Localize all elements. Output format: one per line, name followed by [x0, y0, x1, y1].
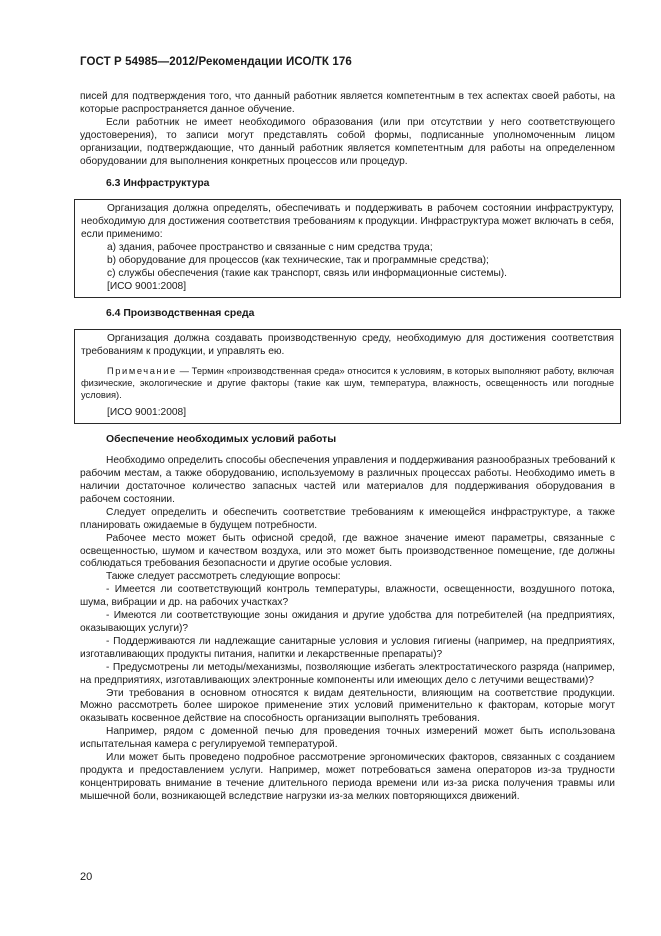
section-heading-6-4: 6.4 Производственная среда	[106, 307, 255, 319]
list-item: a) здания, рабочее пространство и связанные с ним средства труда;	[107, 242, 433, 254]
paragraph: писей для подтверждения того, что данный работник является компетентным в тех аспектах своей работы, на которые распространяется данное обучение.	[80, 91, 615, 115]
iso-quote-box-6-3	[74, 199, 621, 297]
quote-text: Организация должна определять, обеспечивать и поддерживать в рабочем состоянии инфраструктуру, необходимую для достижения соответствия требованиям к продукции. Инфраструктура может включать в себя, если применимо:	[81, 203, 614, 241]
paragraph: Также следует рассмотреть следующие вопросы:	[106, 571, 341, 583]
note	[81, 365, 614, 401]
paragraph: Например, рядом с доменной печью для проведения точных измерений может быть использована испытательная камера с регулируемой температурой.	[80, 726, 615, 751]
question-item: - Предусмотрены ли методы/механизмы, позволяющие избегать электростатического разряда (например, на предприятиях, изготавливающих электронные компоненты или имеющих дело с летучими веществами)?	[80, 661, 615, 686]
note-text: — Термин «производственная среда» относится к условиям, в которых выполняют работу, включая физические, экологические и другие факторы (такие как шум, температура, влажность, освещенность или погодные условия).	[81, 366, 614, 401]
running-header: ГОСТ Р 54985—2012/Рекомендации ИСО/ТК 176	[80, 56, 352, 68]
iso-reference: [ИСО 9001:2008]	[107, 280, 187, 292]
subsection-heading: Обеспечение необходимых условий работы	[106, 434, 337, 446]
list-item: b) оборудование для процессов (как технические, так и программные средства);	[107, 254, 489, 266]
page-number: 20	[80, 871, 93, 883]
page-content	[80, 91, 615, 804]
quote-text: Организация должна создавать производственную среду, необходимую для достижения соответствия требованиям к продукции, и управлять ею.	[81, 332, 614, 357]
paragraph: Если работник не имеет необходимого образования (или при отсутствии у него соответствующего удостоверения), то записи могут представлять собой формы, подписанные уполномоченным лицом организации, подтверждающие, что данный работник является компетентным для работы на определенном оборудовании для выполнения конкретных процессов или процедур.	[80, 116, 615, 167]
paragraph: Следует определить и обеспечить соответствие требованиям к имеющейся инфраструктуре, а также планировать ожидаемые в будущем потребности.	[80, 506, 615, 531]
list-item: c) службы обеспечения (такие как транспорт, связь или информационные системы).	[107, 267, 508, 279]
note-label: Примечание	[107, 366, 177, 377]
paragraph: Необходимо определить способы обеспечения управления и поддерживания разнообразных требований к рабочим местам, а также оборудованию, используемому в различных процессах работы. Необходимо иметь в наличии достаточное количество запасных частей или материалов для поддерживания оборудования в рабочем состоянии.	[80, 455, 615, 505]
iso-quote-box-6-4	[74, 329, 621, 425]
paragraph: Или может быть проведено подробное рассмотрение эргономических факторов, связанных с созданием продукта и предоставлением услуги. Например, может потребоваться замена операторов из-за трудности концентрировать внимание в течение длительного периода времени или из-за риска получения травмы или мышечной боли, возникающей вследствие нагрузки из-за мелких повторяющихся движений.	[80, 752, 615, 802]
question-item: - Имеются ли соответствующие зоны ожидания и другие удобства для потребителей (на предприятиях, оказывающих услуги)?	[80, 610, 615, 634]
iso-reference: [ИСО 9001:2008]	[107, 407, 187, 419]
question-item: - Имеется ли соответствующий контроль температуры, влажности, освещенности, воздушного потока, шума, вибрации и др. на рабочих участках?	[80, 584, 615, 609]
section-heading-6-3: 6.3 Инфраструктура	[106, 178, 210, 190]
paragraph: Эти требования в основном относятся к видам деятельности, влияющим на соответствие продукции. Можно рассмотреть более широкое применение этих условий применительно к факторам, которые могут оказывать косвенное действие на способность организации выполнять требования.	[80, 687, 615, 725]
paragraph: Рабочее место может быть офисной средой, где важное значение имеют параметры, связанные с освещенностью, шумом и качеством воздуха, или это может быть производственное помещение, где должны соблюдаться требования безопасности и другие особые условия.	[80, 532, 615, 570]
question-item: - Поддерживаются ли надлежащие санитарные условия и условия гигиены (например, на предприятиях, изготавливающих продукты питания, напитки и лекарственные препараты)?	[80, 635, 615, 660]
